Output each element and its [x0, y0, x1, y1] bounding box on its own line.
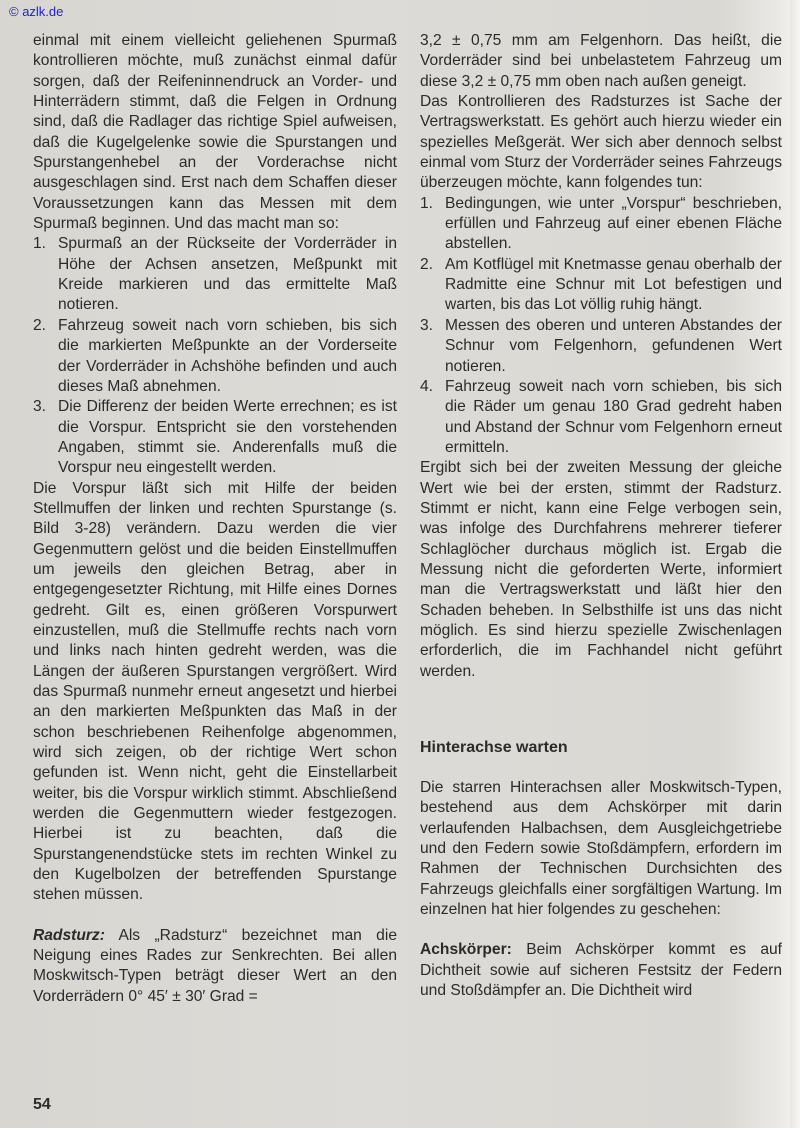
step-item: 2. Am Kotflügel mit Knetmasse genau oberhalb der Radmitte eine Schnur mit Lot befestigen und warten, bis das Lot völlig ruhig hängt. — [420, 255, 782, 314]
intro-paragraph: einmal mit einem vielleicht geliehenen Spurmaß kontrollieren möchte, muß zunächst einmal dafür sorgen, daß der Reifeninnendruck an Vorder- und Hinterrädern stimmt, daß die Felgen in Ordnung sind, daß die Radlager das richtige Spiel aufweisen, daß die Kugelgelenke sowie die Spurstangen und Spurstangenhebel an der Vorderachse nicht ausgeschlagen sind. Erst nach dem Schaffen dieser Voraussetzungen kann das Messen mit dem Spurmaß beginnen. Und das macht man so: — [33, 32, 397, 233]
step-item: 1. Spurmaß an der Rückseite der Vorderräder in Höhe der Achsen ansetzen, Meßpunkt mit Kreide markieren und das ermittelte Maß notieren. — [33, 235, 397, 314]
achskoerper-label: Achskörper: — [420, 941, 512, 959]
radsturz-paragraph: Radsturz: Als „Radsturz“ bezeichnet man die Neigung eines Rades zur Senkrechten. Bei allen Moskwitsch-Typen beträgt dieser Wert an den Vorderrädern 0° 45′ ± 30′ Grad = — [33, 926, 397, 1005]
camber-check-intro: Das Kontrollieren des Radsturzes ist Sache der Vertragswerkstatt. Es gehört auch hierzu wieder ein spezielles Meßgerät. Wer sich aber dennoch selbst einmal vom Sturz der Vorderräder seines Fahrzeugs überzeugen möchte, kann folgendes tun: — [420, 93, 782, 192]
step-item: 3. Messen des oberen und unteren Abstandes der Schnur vom Felgenhorn, gefundenen Wert notieren. — [420, 316, 782, 375]
continuation-paragraph: 3,2 ± 0,75 mm am Felgenhorn. Das heißt, die Vorderräder sind bei unbelastetem Fahrzeug um diese 3,2 ± 0,75 mm oben nach außen geneigt. — [420, 32, 782, 90]
section-intro-paragraph: Die starren Hinterachsen aller Moskwitsch-Typen, bestehend aus dem Achskörper mit darin verlaufenden Halbachsen, dem Ausgleichgetriebe und den Federn sowie Stoßdämpfern, erfordern im Rahmen der Technischen Durchsichten des Fahrzeugs gleichfalls einer sorgfältigen Wartung. Im einzelnen hat hier folgendes zu geschehen: — [420, 779, 782, 919]
step-item: 1. Bedingungen, wie unter „Vorspur“ beschrieben, erfüllen und Fahrzeug auf einer ebenen Fläche abstellen. — [420, 194, 782, 253]
copyright-watermark: © azlk.de — [9, 4, 64, 19]
right-column — [420, 31, 782, 1001]
result-paragraph: Ergibt sich bei der zweiten Messung der gleiche Wert wie bei der ersten, stimmt der Radsturz. Stimmt er nicht, kann eine Felge verbogen sein, was infolge des Durchfahrens mehrerer tieferer Schlaglöcher durchaus möglich ist. Ergab die Messung nicht die geforderten Werte, informiert man die Vertragswerkstatt und läßt hier den Schaden beheben. In Selbsthilfe ist uns das nicht möglich. Es sind hierzu spezielle Zwischenlagen erforderlich, die im Fachhandel nicht geführt werden. — [420, 459, 782, 680]
radsturz-label: Radsturz: — [33, 926, 105, 944]
section-heading: Hinterachse warten — [420, 739, 568, 756]
step-item: 2. Fahrzeug soweit nach vorn schieben, bis sich die markierten Meßpunkte an der Vorderseite der Vorderräder in Achshöhe befinden und auch dieses Maß abnehmen. — [33, 316, 397, 395]
step-item: 4. Fahrzeug soweit nach vorn schieben, bis sich die Räder um genau 180 Grad gedreht haben und Abstand der Schnur vom Felgenhorn erneut ermitteln. — [420, 377, 782, 456]
step-item: 3. Die Differenz der beiden Werte errechnen; es ist die Vorspur. Entspricht sie den vorstehenden Angaben, stimmt sie. Anderenfalls muß die Vorspur neu eingestellt werden. — [33, 398, 397, 477]
adjustment-paragraph: Die Vorspur läßt sich mit Hilfe der beiden Stellmuffen der linken und rechten Spurstange (s. Bild 3-28) verändern. Dazu werden die vier Gegenmuttern gelöst und die beiden Einstellmuffen um jeweils den gleichen Betrag, aber in entgegengesetzter Richtung, mit Hilfe eines Dornes gedreht. Gilt es, einen größeren Vorspurwert einzustellen, muß die Stellmuffe rechts nach vorn und links nach hinten gedreht werden, was die Längen der äußeren Spurstangen vergrößert. Wird das Spurmaß nunmehr erneut angesetzt und hierbei an den markierten Meßpunkten das Maß in der schon beschriebenen Reihenfolge abgenommen, wird sich zeigen, ob der richtige Wert schon gefunden ist. Wenn nicht, geht die Einstellarbeit weiter, bis die Vorspur wirklich stimmt. Abschließend werden die Gegenmuttern wieder festgezogen. Hierbei ist zu beachten, daß die Spurstangenendstücke stets im rechten Winkel zu den Kugelbolzen der betreffenden Spurstange stehen müssen. — [33, 479, 397, 904]
achskoerper-paragraph: Achskörper: Beim Achskörper kommt es auf Dichtheit sowie auf sicheren Festsitz der Federn und Stoßdämpfer an. Die Dichtheit wird — [420, 941, 782, 1000]
page-number: 54 — [33, 1096, 51, 1113]
camber-check-steps — [420, 194, 782, 458]
toe-measurement-steps — [33, 234, 397, 478]
page-gutter — [790, 0, 800, 1128]
left-column — [33, 31, 397, 1007]
